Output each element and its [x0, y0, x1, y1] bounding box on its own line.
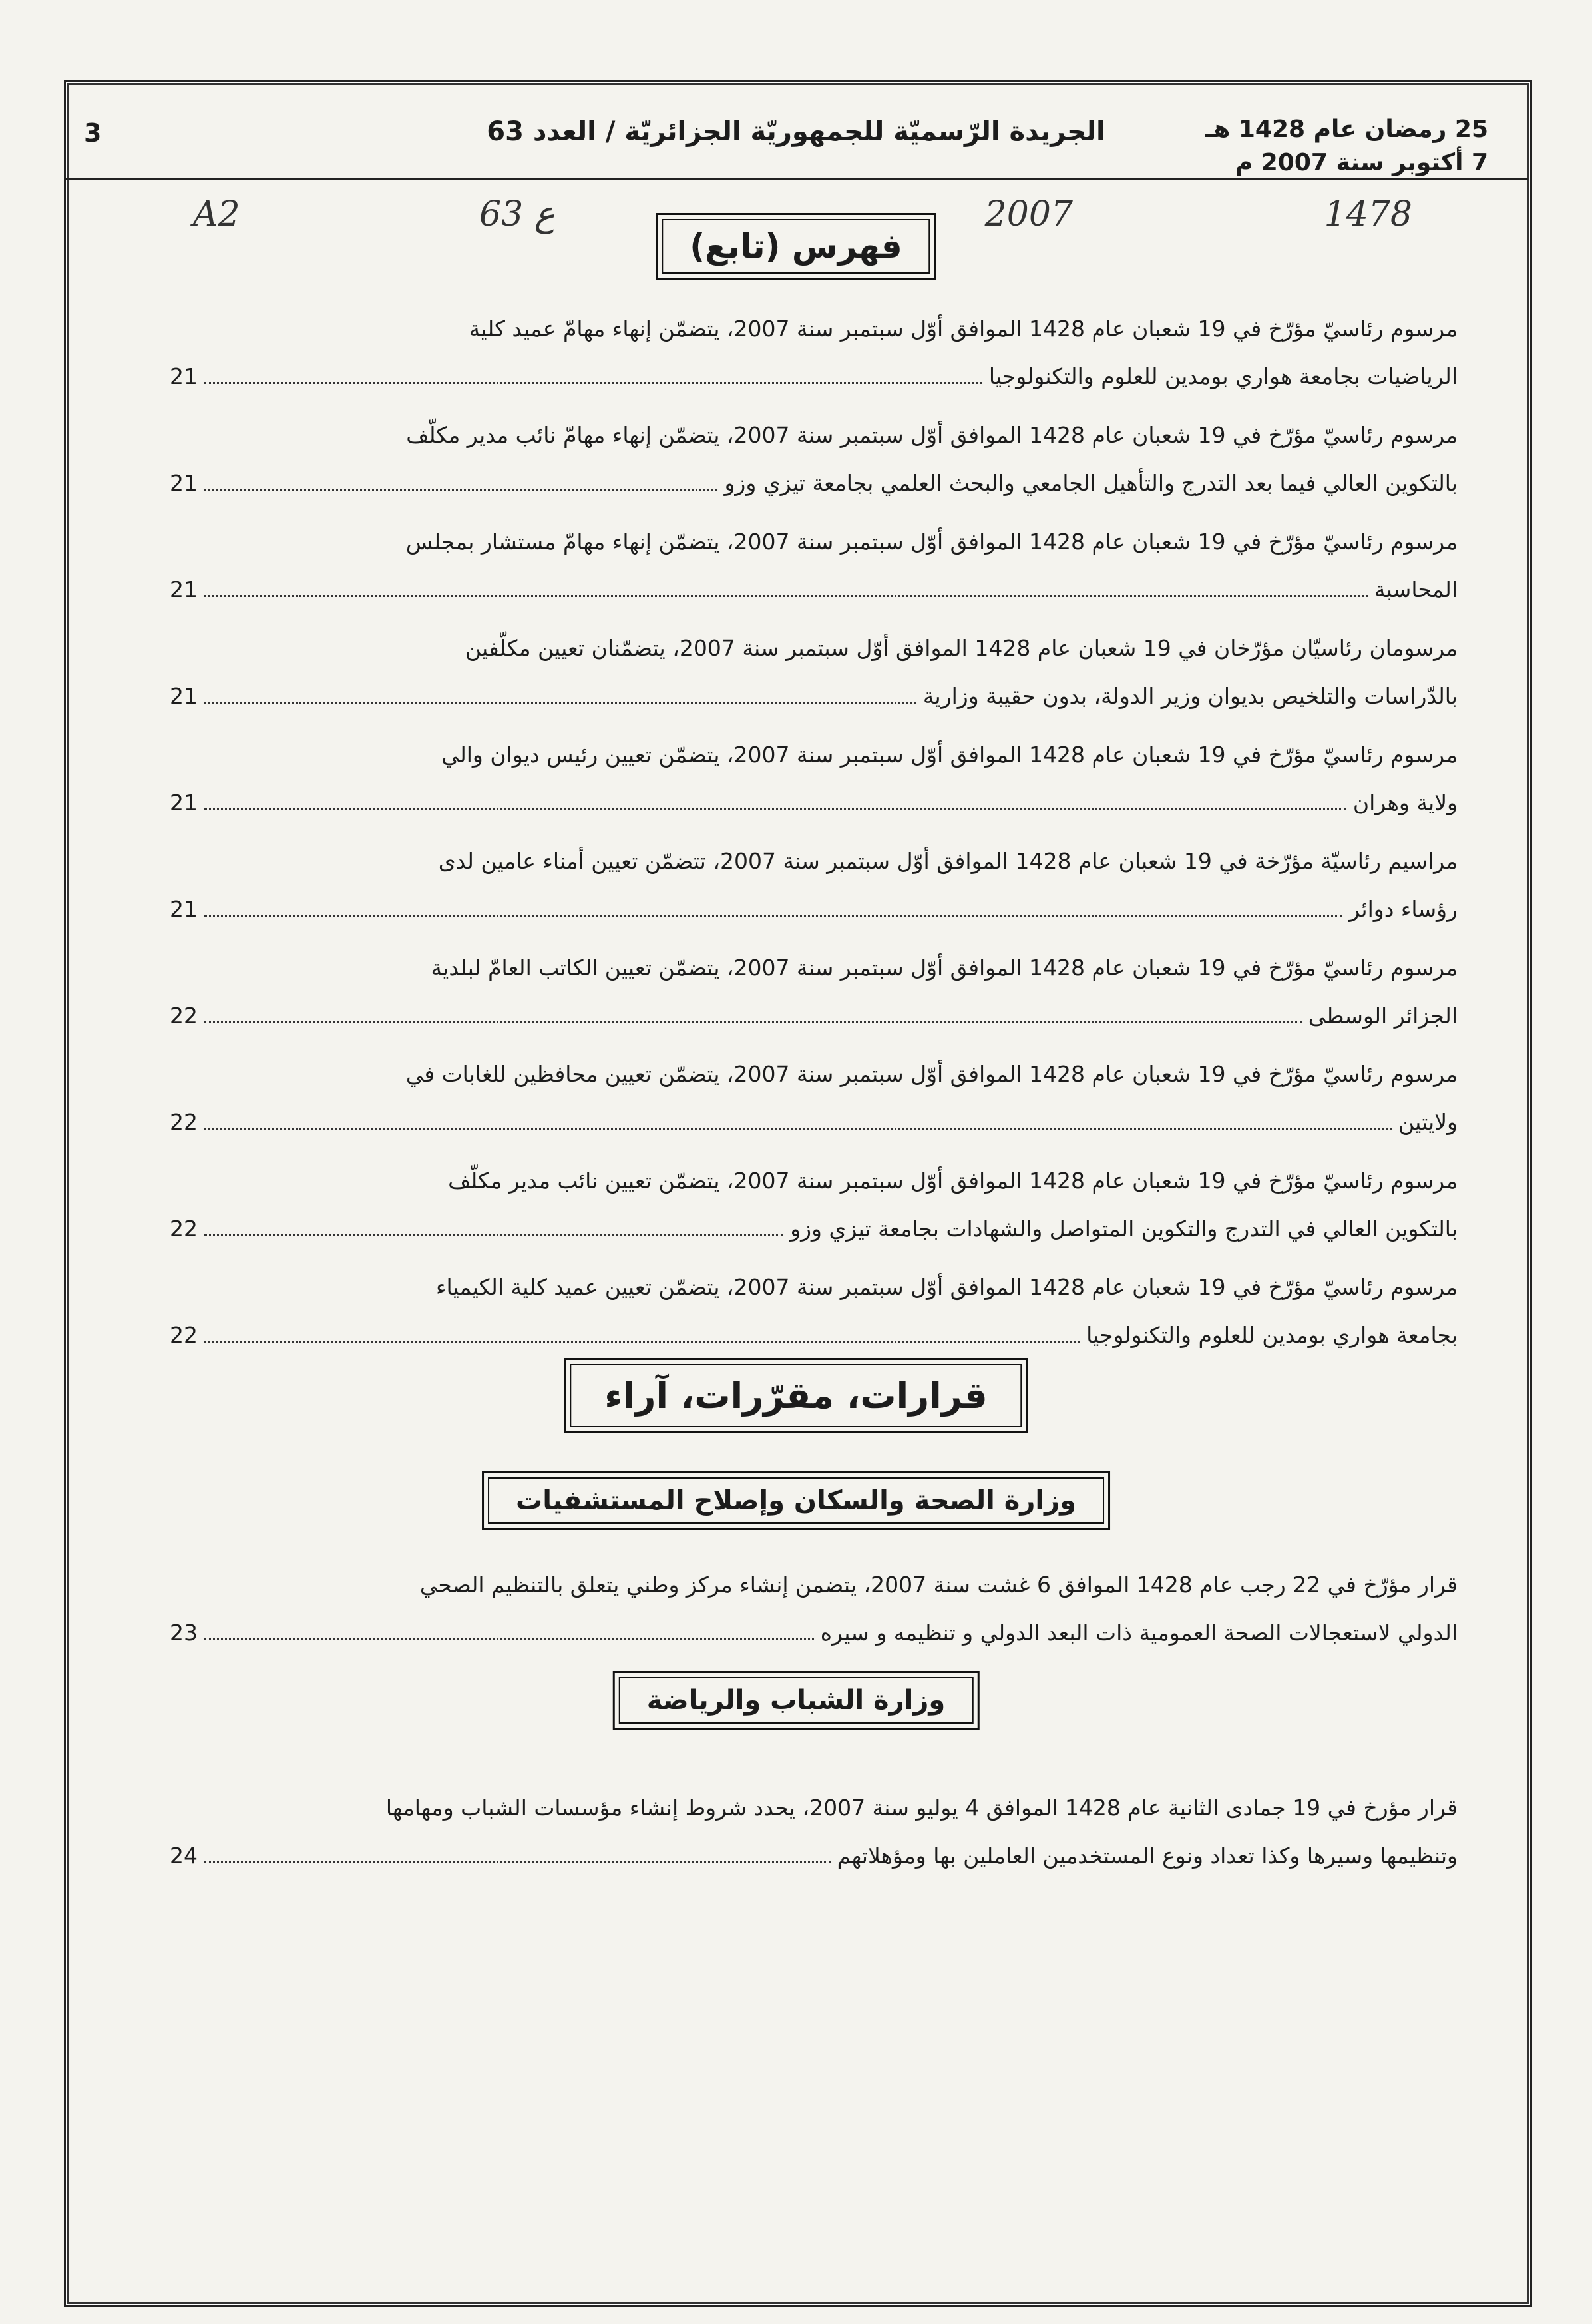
health-decision-entry [170, 1561, 1458, 1657]
entry-line-1: مرسوم رئاسيّ مؤرّخ في 19 شعبان عام 1428 الموافق أوّل سبتمبر سنة 2007، يتضمّن تعيين الكاتب العامّ لبلدية [431, 955, 1458, 981]
dot-leader [204, 702, 916, 704]
entry-line-1: مرسوم رئاسيّ مؤرّخ في 19 شعبان عام 1428 الموافق أوّل سبتمبر سنة 2007، يتضمّن تعيين نائب مدير مكلّف [448, 1168, 1458, 1194]
dot-leader [204, 1341, 1080, 1343]
dot-leader [204, 808, 1346, 810]
entry-page: 21 [170, 363, 198, 389]
entry-line-2: ولاية وهران [1352, 790, 1458, 815]
header-rule [64, 178, 1528, 180]
index-entry [170, 305, 1458, 401]
health-ministry-box [482, 1471, 1110, 1530]
dot-leader [204, 915, 1342, 917]
entry-line-2: بالتكوين العالي فيما بعد التدرج والتأهيل الجامعي والبحث العلمي بجامعة تيزي وزو [724, 470, 1458, 496]
entry-line-1: مرسوم رئاسيّ مؤرّخ في 19 شعبان عام 1428 الموافق أوّل سبتمبر سنة 2007، يتضمّن تعيين رئيس ديوان والي [441, 742, 1458, 768]
entry-page: 21 [170, 790, 198, 815]
header-date-gregorian: 7 أكتوبر سنة 2007 م [1235, 149, 1488, 176]
decisions-title-box [564, 1358, 1028, 1433]
index-entry [170, 837, 1458, 933]
entry-line-1: مرسوم رئاسيّ مؤرّخ في 19 شعبان عام 1428 الموافق أوّل سبتمبر سنة 2007، يتضمّن إنهاء مهامّ عميد كلية [469, 316, 1458, 342]
header-title: الجريدة الرّسميّة للجمهوريّة الجزائريّة / العدد 63 [487, 116, 1105, 147]
youth-decision-entry [170, 1784, 1458, 1880]
entry-line-2: بالتكوين العالي في التدرج والتكوين المتواصل والشهادات بجامعة تيزي وزو [790, 1216, 1458, 1242]
entry-page: 23 [170, 1620, 198, 1646]
decisions-title: قرارات، مقرّرات، آراء [570, 1364, 1022, 1427]
entry-line-2: بالدّراسات والتلخيص بديوان وزير الدولة، بدون حقيبة وزارية [922, 683, 1458, 709]
entry-page: 22 [170, 1322, 198, 1348]
index-entry [170, 1157, 1458, 1253]
dot-leader [204, 489, 717, 491]
entry-page: 22 [170, 1003, 198, 1029]
entry-line-1: مرسوم رئاسيّ مؤرّخ في 19 شعبان عام 1428 الموافق أوّل سبتمبر سنة 2007، يتضمّن تعيين محافظين للغابات في [405, 1061, 1458, 1087]
entry-line-1: مرسومان رئاسيّان مؤرّخان في 19 شعبان عام 1428 الموافق أوّل سبتمبر سنة 2007، يتضمّنان تعيين مكلّفين [465, 635, 1458, 661]
index-entry [170, 411, 1458, 507]
dot-leader [204, 595, 1368, 597]
dot-leader [204, 1861, 831, 1863]
index-entry [170, 1050, 1458, 1146]
entry-page: 22 [170, 1109, 198, 1135]
entry-page: 22 [170, 1216, 198, 1242]
index-entry [170, 1264, 1458, 1359]
entry-page: 24 [170, 1843, 198, 1869]
handwritten-note-1: 1478 [1324, 194, 1412, 234]
entry-line-2: الجزائر الوسطى [1308, 1003, 1458, 1029]
youth-ministry-title: وزارة الشباب والرياضة [619, 1677, 974, 1724]
entry-line-1: مرسوم رئاسيّ مؤرّخ في 19 شعبان عام 1428 الموافق أوّل سبتمبر سنة 2007، يتضمّن إنهاء مهامّ نائب مدير مكلّف [406, 422, 1458, 448]
dot-leader [204, 1021, 1302, 1023]
health-ministry-title: وزارة الصحة والسكان وإصلاح المستشفيات [488, 1477, 1104, 1524]
index-entry [170, 518, 1458, 614]
entry-line-2: ولايتين [1398, 1109, 1458, 1135]
entry-line-1: مراسيم رئاسيّة مؤرّخة في 19 شعبان عام 1428 الموافق أوّل سبتمبر سنة 2007، تتضمّن تعيين أمناء عامين لدى [438, 848, 1458, 874]
dot-leader [204, 382, 982, 384]
dot-leader [204, 1234, 783, 1236]
entry-line-2: رؤساء دوائر [1349, 896, 1458, 922]
index-entry [170, 944, 1458, 1040]
entry-line-1: قرار مؤرّخ في 22 رجب عام 1428 الموافق 6 غشت سنة 2007، يتضمن إنشاء مركز وطني يتعلق بالتنظيم الصحي [419, 1572, 1458, 1598]
index-entry [170, 624, 1458, 720]
handwritten-note-2: 2007 [984, 194, 1073, 234]
header-page-number: 3 [84, 118, 102, 148]
entry-line-1: مرسوم رئاسيّ مؤرّخ في 19 شعبان عام 1428 الموافق أوّل سبتمبر سنة 2007، يتضمّن إنهاء مهامّ مستشار بمجلس [405, 529, 1458, 555]
entry-line-2: الرياضيات بجامعة هواري بومدين للعلوم والتكنولوجيا [988, 363, 1458, 389]
entry-line-1: قرار مؤرخ في 19 جمادى الثانية عام 1428 الموافق 4 يوليو سنة 2007، يحدد شروط إنشاء مؤسسات الشباب ومهامها [385, 1795, 1458, 1821]
index-entry [170, 731, 1458, 827]
entry-page: 21 [170, 896, 198, 922]
entry-line-2: المحاسبة [1374, 577, 1458, 602]
entry-line-2: بجامعة هواري بومدين للعلوم والتكنولوجيا [1086, 1322, 1458, 1348]
dot-leader [204, 1638, 814, 1640]
entry-page: 21 [170, 683, 198, 709]
header-date-hijri: 25 رمضان عام 1428 هـ [1205, 116, 1488, 143]
entry-line-2: وتنظيمها وسيرها وكذا تعداد ونوع المستخدمين العاملين بها ومؤهلاتهم [837, 1843, 1458, 1869]
entry-page: 21 [170, 577, 198, 602]
page-header [64, 100, 1528, 200]
dot-leader [204, 1128, 1392, 1130]
index-title: فهرس (تابع) [662, 219, 930, 274]
index-title-box [656, 213, 936, 280]
entry-line-2: الدولي لاستعجالات الصحة العمومية ذات البعد الدولي و تنظيمه و سيره [820, 1620, 1458, 1646]
handwritten-note-3: 63 ع [479, 194, 555, 234]
entry-line-1: مرسوم رئاسيّ مؤرّخ في 19 شعبان عام 1428 الموافق أوّل سبتمبر سنة 2007، يتضمّن تعيين عميد كلية الكيمياء [436, 1274, 1458, 1300]
handwritten-note-4: A2 [193, 194, 240, 234]
entry-page: 21 [170, 470, 198, 496]
youth-ministry-box [613, 1671, 980, 1730]
